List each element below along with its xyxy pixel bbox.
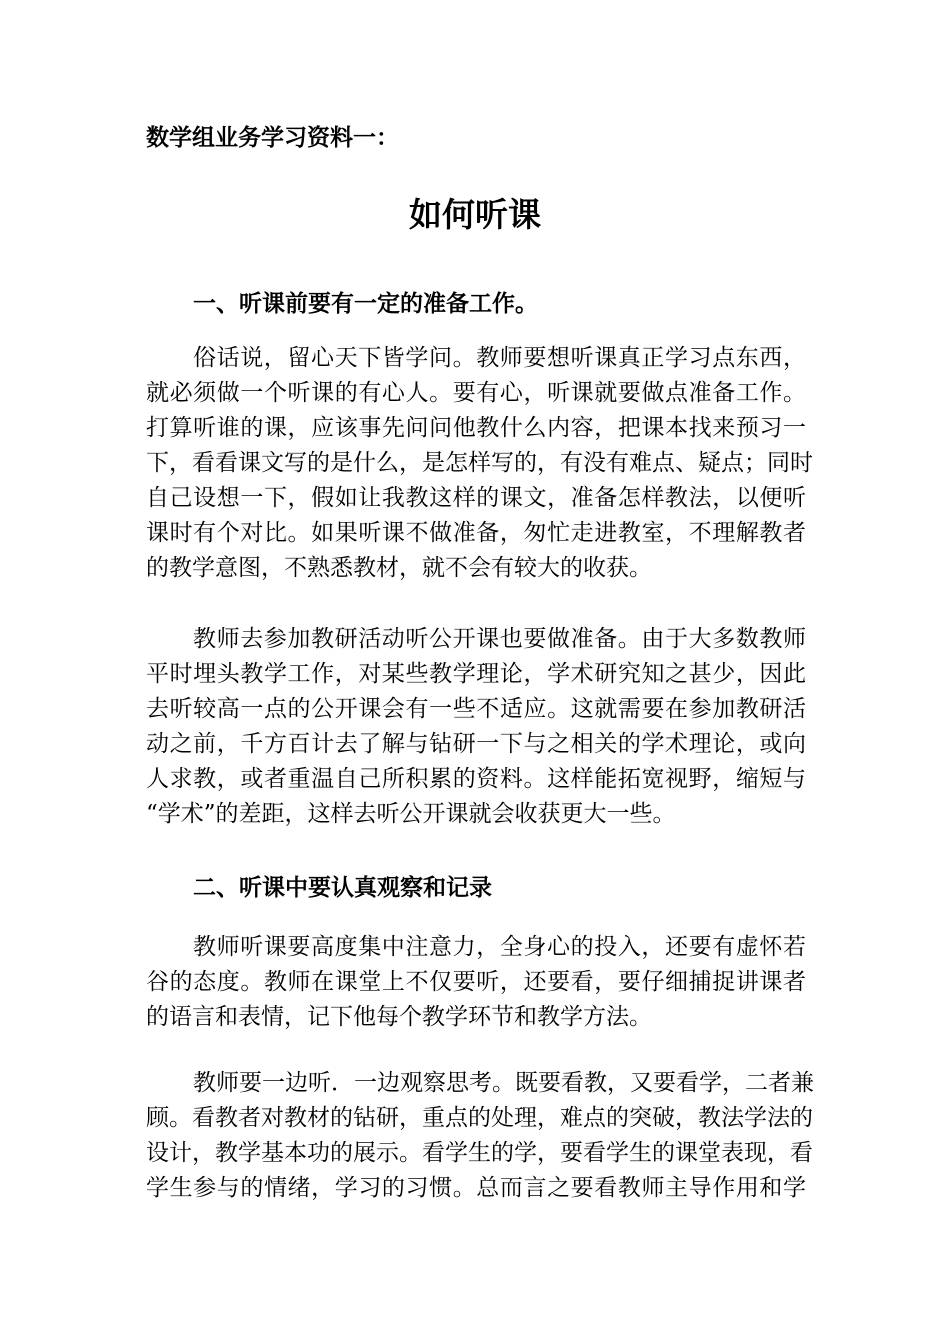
paragraph-line: 顾。看教者对教材的钻研，重点的处理，难点的突破，教法学法的 xyxy=(146,1105,813,1131)
paragraph-line: 课时有个对比。如果听课不做准备，匆忙走进教室，不理解教者 xyxy=(146,520,806,546)
paragraph-line: 人求教，或者重温自己所积累的资料。这样能拓宽视野，缩短与 xyxy=(146,766,806,792)
paragraph-4 xyxy=(146,1066,814,1206)
section-heading-2: 二、听课中要认真观察和记录 xyxy=(193,874,492,901)
document-header: 数学组业务学习资料一： xyxy=(146,124,399,151)
paragraph-line: 就必须做一个听课的有心人。要有心，听课就要做点准备工作。 xyxy=(146,380,806,406)
paragraph-line: 教师要一边听．一边观察思考。既要看教，又要看学，二者兼 xyxy=(193,1070,814,1096)
paragraph-line: 下，看看课文写的是什么，是怎样写的，有没有难点、疑点；同时 xyxy=(146,450,813,476)
section-heading-1: 一、听课前要有一定的准备工作。 xyxy=(193,290,538,317)
paragraph-line: 教师去参加教研活动听公开课也要做准备。由于大多数教师 xyxy=(193,626,806,652)
paragraph-1 xyxy=(146,341,813,586)
paragraph-2 xyxy=(146,622,806,832)
paragraph-line: 动之前，千方百计去了解与钻研一下与之相关的学术理论，或向 xyxy=(146,731,806,757)
paragraph-line: 去听较高一点的公开课会有一些不适应。这就需要在参加教研活 xyxy=(146,696,806,722)
paragraph-line: 俗话说，留心天下皆学问。教师要想听课真正学习点东西， xyxy=(193,345,806,371)
paragraph-line: 教师听课要高度集中注意力，全身心的投入，还要有虚怀若 xyxy=(193,934,806,960)
paragraph-line: “学术”的差距，这样去听公开课就会收获更大一些。 xyxy=(146,801,676,827)
paragraph-line: 的语言和表情，记下他每个教学环节和教学方法。 xyxy=(146,1004,652,1030)
document-title: 如何听课 xyxy=(409,195,541,234)
paragraph-3 xyxy=(146,930,806,1035)
paragraph-line: 的教学意图，不熟悉教材，就不会有较大的收获。 xyxy=(146,555,652,581)
paragraph-line: 自己设想一下，假如让我教这样的课文，准备怎样教法，以便听 xyxy=(146,485,806,511)
paragraph-line: 学生参与的情绪，学习的习惯。总而言之要看教师主导作用和学 xyxy=(146,1175,806,1201)
paragraph-line: 谷的态度。教师在课堂上不仅要听，还要看，要仔细捕捉讲课者 xyxy=(146,969,806,995)
paragraph-line: 打算听谁的课，应该事先问问他教什么内容，把课本找来预习一 xyxy=(146,415,806,441)
paragraph-line: 平时埋头教学工作，对某些教学理论，学术研究知之甚少，因此 xyxy=(146,661,806,687)
paragraph-line: 设计，教学基本功的展示。看学生的学，要看学生的课堂表现，看 xyxy=(146,1140,813,1166)
